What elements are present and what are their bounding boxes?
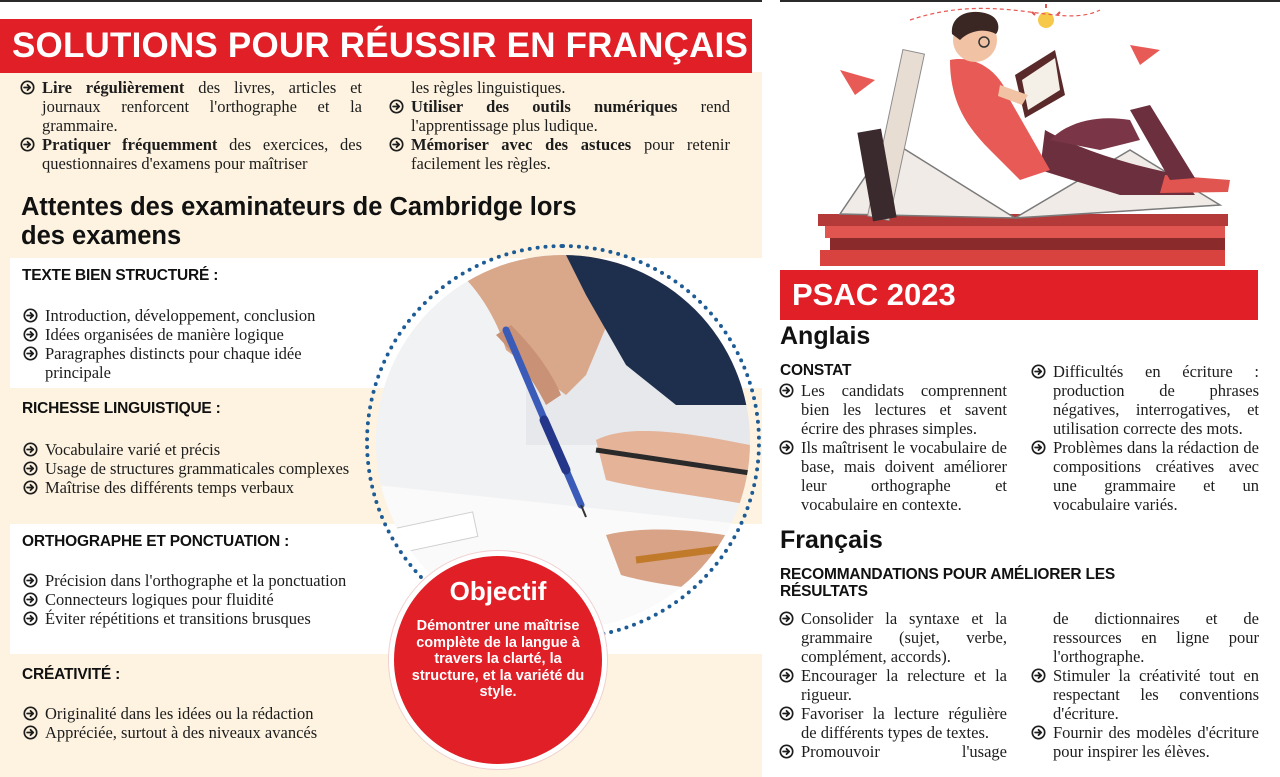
arrow-circle-icon	[779, 440, 794, 455]
francais-title: Français	[780, 526, 883, 554]
list-item-continuation: les règles linguistiques.	[411, 78, 566, 97]
list-item: Utiliser des outils numériques rend l'apprentissage plus ludique.	[389, 97, 730, 135]
list-item-continuation: de dictionnaires et de ressources en ligne pour l'orthographe.	[1053, 609, 1259, 666]
list-item: Fournir des modèles d'écriture pour inspirer les élèves.	[1031, 723, 1259, 761]
list-item: Introduction, développement, conclusion	[23, 306, 363, 325]
arrow-circle-icon	[23, 592, 38, 607]
arrow-circle-icon	[779, 744, 794, 759]
list-item: Problèmes dans la rédaction de compositions créatives avec une grammaire et un vocabulaire variés.	[1031, 438, 1259, 514]
objectif-circle	[389, 551, 607, 769]
list-item: Pratiquer fréquemment des exercices, des questionnaires d'examens pour maîtriser	[20, 135, 362, 173]
list-item: Paragraphes distincts pour chaque idée principale	[23, 344, 363, 382]
list-item: Vocabulaire varié et précis	[23, 440, 363, 459]
list-item: Maîtrise des différents temps verbaux	[23, 478, 363, 497]
section-heading: ORTHOGRAPHE ET PONCTUATION :	[22, 533, 290, 550]
list-item: Promouvoir l'usage	[779, 742, 1007, 761]
section-heading: CRÉATIVITÉ :	[22, 666, 121, 683]
arrow-circle-icon	[23, 480, 38, 495]
psac-banner	[780, 270, 1258, 320]
francais-list-right	[1031, 609, 1259, 761]
anglais-title: Anglais	[780, 322, 871, 350]
list-item: Lire régulièrement des livres, articles et journaux renforcent l'orthographe et la grammaire.	[20, 78, 362, 135]
arrow-circle-icon	[1031, 440, 1046, 455]
constat-heading: CONSTAT	[780, 362, 852, 379]
arrow-circle-icon	[23, 611, 38, 626]
arrow-circle-icon	[23, 346, 38, 361]
arrow-circle-icon	[779, 706, 794, 721]
section-heading: TEXTE BIEN STRUCTURÉ :	[22, 267, 219, 284]
section-creativite	[10, 654, 762, 777]
reading-student-illustration	[800, 0, 1260, 268]
arrow-circle-icon	[779, 383, 794, 398]
list-item: Favoriser la lecture régulière de différents types de textes.	[779, 704, 1007, 742]
list-item: Consolider la syntaxe et la grammaire (sujet, verbe, complément, accords).	[779, 609, 1007, 666]
arrow-circle-icon	[1031, 725, 1046, 740]
list-item: Difficultés en écriture : production de phrases négatives, interrogatives, et utilisation correcte des mots.	[1031, 362, 1259, 438]
arrow-circle-icon	[23, 461, 38, 476]
recommandations-heading: RECOMMANDATIONS POUR AMÉLIORER LES RÉSULTATS	[780, 566, 1116, 600]
arrow-circle-icon	[23, 442, 38, 457]
arrow-circle-icon	[1031, 668, 1046, 683]
objectif-title: Objectif	[449, 576, 547, 606]
arrow-circle-icon	[779, 668, 794, 683]
arrow-circle-icon	[20, 137, 35, 152]
anglais-list-right	[1031, 362, 1259, 514]
arrow-circle-icon	[389, 137, 404, 152]
attentes-title: Attentes des examinateurs de Cambridge lors des examens	[21, 193, 577, 250]
list-item: Idées organisées de manière logique	[23, 325, 363, 344]
psac-title: PSAC 2023	[792, 277, 956, 312]
list-item: Connecteurs logiques pour fluidité	[23, 590, 363, 609]
list-item: Encourager la relecture et la rigueur.	[779, 666, 1007, 704]
arrow-circle-icon	[23, 706, 38, 721]
list-item: Ils maîtrisent le vocabulaire de base, mais doivent améliorer leur orthographe et vocabulaire en contexte.	[779, 438, 1007, 514]
arrow-circle-icon	[389, 99, 404, 114]
arrow-circle-icon	[23, 327, 38, 342]
list-item: Les candidats comprennent bien les lectures et savent écrire des phrases simples.	[779, 381, 1007, 438]
arrow-circle-icon	[23, 308, 38, 323]
main-title-banner	[0, 19, 752, 73]
solutions-list-right	[389, 78, 730, 173]
list-item: Stimuler la créativité tout en respectant les conventions d'écriture.	[1031, 666, 1259, 723]
main-title: SOLUTIONS POUR RÉUSSIR EN FRANÇAIS	[12, 26, 749, 65]
list-item: Mémoriser avec des astuces pour retenir facilement les règles.	[389, 135, 730, 173]
arrow-circle-icon	[20, 80, 35, 95]
list-item: Éviter répétitions et transitions brusques	[23, 609, 363, 628]
arrow-circle-icon	[23, 725, 38, 740]
arrow-circle-icon	[23, 573, 38, 588]
list-item: Précision dans l'orthographe et la ponctuation	[23, 571, 363, 590]
section-heading: RICHESSE LINGUISTIQUE :	[22, 400, 221, 417]
objectif-text: Démontrer une maîtrise complète de la langue à travers la clarté, la structure, et la variété du style.	[411, 618, 585, 700]
list-item: Appréciée, surtout à des niveaux avancés	[23, 723, 363, 742]
list-item: Usage de structures grammaticales complexes	[23, 459, 363, 478]
francais-list-left	[779, 609, 1007, 761]
column-gutter	[762, 0, 780, 777]
solutions-list-left	[20, 78, 362, 173]
arrow-circle-icon	[779, 611, 794, 626]
anglais-list-left	[779, 381, 1007, 514]
arrow-circle-icon	[1031, 364, 1046, 379]
list-item: Originalité dans les idées ou la rédaction	[23, 704, 363, 723]
